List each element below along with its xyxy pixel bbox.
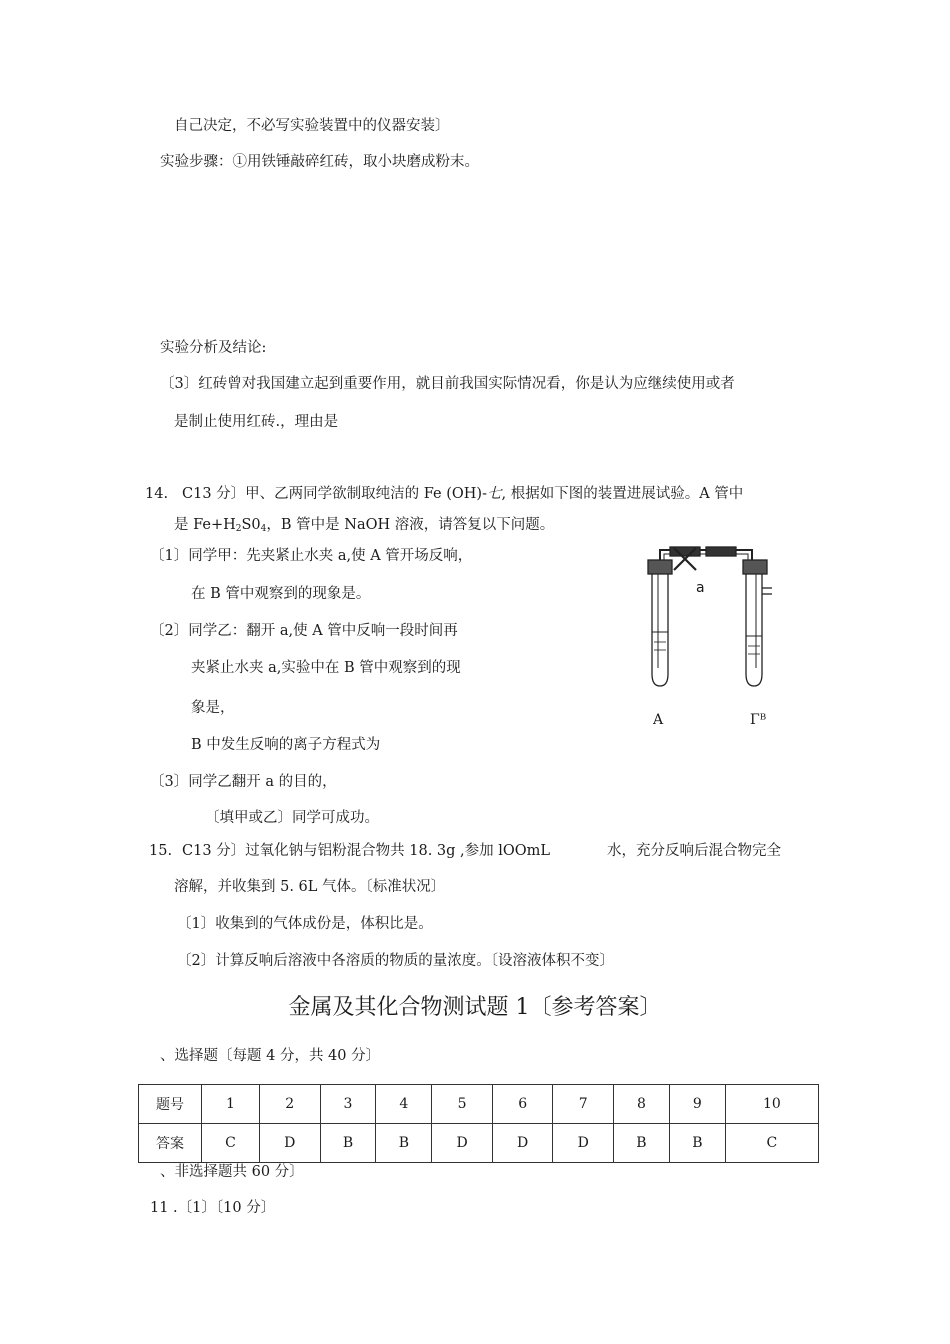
text-line: 〔3〕同学乙翻开 a 的目的， [150, 774, 337, 790]
text-line: 〔1〕同学甲：先夹紧止水夹 a,使 A 管开场反响， [150, 548, 473, 564]
table-cell: D [492, 1124, 553, 1163]
text-line: 象是， [191, 700, 235, 716]
answer-title: 金属及其化合物测试题 1〔参考答案〕 [288, 995, 662, 1020]
table-cell: B [320, 1124, 376, 1163]
text-line: 溶解，并收集到 5. 6L 气体。〔标准状况〕 [174, 879, 446, 895]
text-line: 〔1〕收集到的气体成份是，体积比是。 [177, 916, 433, 932]
table-cell: 6 [492, 1085, 553, 1124]
table-cell: C [202, 1124, 260, 1163]
test-tube-diagram [640, 540, 790, 700]
clamp-label: a [696, 580, 705, 596]
question-14-text-2: 是 $Fe+H_2S0_4$，B 管中是 NaOH 溶液，请答复以下问题。 [174, 517, 555, 534]
table-cell: 9 [669, 1085, 725, 1124]
text-line: 〔3〕红砖曾对我国建立起到重要作用，就目前我国实际情况看，你是认为应继续使用或者 [160, 376, 735, 392]
table-cell: 1 [202, 1085, 260, 1124]
table-cell: 3 [320, 1085, 376, 1124]
text-line: 〔填甲或乙〕同学可成功。 [205, 810, 379, 826]
question-15-text: C13 分〕过氧化钠与铝粉混合物共 18. 3g ,参加 lOOmL [182, 843, 551, 859]
table-cell: B [376, 1124, 432, 1163]
section-heading: 、非选择题共 60 分〕 [160, 1164, 304, 1180]
text-line: 实验步骤：①用铁锤敲碎红砖，取小块磨成粉末。 [160, 154, 479, 170]
text-line: 实验分析及结论: [160, 340, 267, 356]
answer-table [138, 1084, 819, 1163]
tube-a-label: A [653, 712, 664, 728]
table-row [139, 1124, 819, 1163]
table-cell: 7 [553, 1085, 614, 1124]
table-cell: B [613, 1124, 669, 1163]
table-cell: D [553, 1124, 614, 1163]
question-15-text-cont: 水，充分反响后混合物完全 [607, 843, 781, 859]
text-line: 〔2〕计算反响后溶液中各溶质的物质的量浓度。〔设溶液体积不变〕 [177, 953, 614, 969]
table-cell: 5 [432, 1085, 493, 1124]
table-cell: D [432, 1124, 493, 1163]
text-line: 自己决定，不必写实验装置中的仪器安装〕 [174, 118, 450, 134]
table-cell: 答案 [139, 1124, 202, 1163]
text-line: 是制止使用红砖.，理由是 [174, 414, 339, 430]
question-14-text: C13 分〕甲、乙两同学欲制取纯洁的 Fe (OH)-七, 根据如下图的装置进展试验。A 管中 [182, 486, 744, 502]
table-cell: 题号 [139, 1085, 202, 1124]
table-cell: 8 [613, 1085, 669, 1124]
question-15-number: 15. [149, 843, 173, 859]
text-line: 夹紧止水夹 a,实验中在 B 管中观察到的现 [191, 660, 461, 676]
text-line: B 中发生反响的离子方程式为 [191, 737, 381, 753]
tube-b-label: Γᴮ [750, 712, 767, 728]
table-cell: 2 [259, 1085, 320, 1124]
table-row [139, 1085, 819, 1124]
table-cell: 10 [725, 1085, 818, 1124]
section-heading: 、选择题〔每题 4 分，共 40 分〕 [160, 1048, 381, 1064]
table-cell: B [669, 1124, 725, 1163]
table-cell: 4 [376, 1085, 432, 1124]
text-line: 11 .〔1〕〔10 分〕 [150, 1200, 276, 1216]
apparatus-figure [640, 540, 790, 740]
table-cell: C [725, 1124, 818, 1163]
text-line: 〔2〕同学乙：翻开 a,使 A 管中反响一段时间再 [150, 623, 458, 639]
text-line: 在 B 管中观察到的现象是。 [191, 586, 371, 602]
question-14-number: 14. [145, 486, 169, 502]
table-cell: D [259, 1124, 320, 1163]
